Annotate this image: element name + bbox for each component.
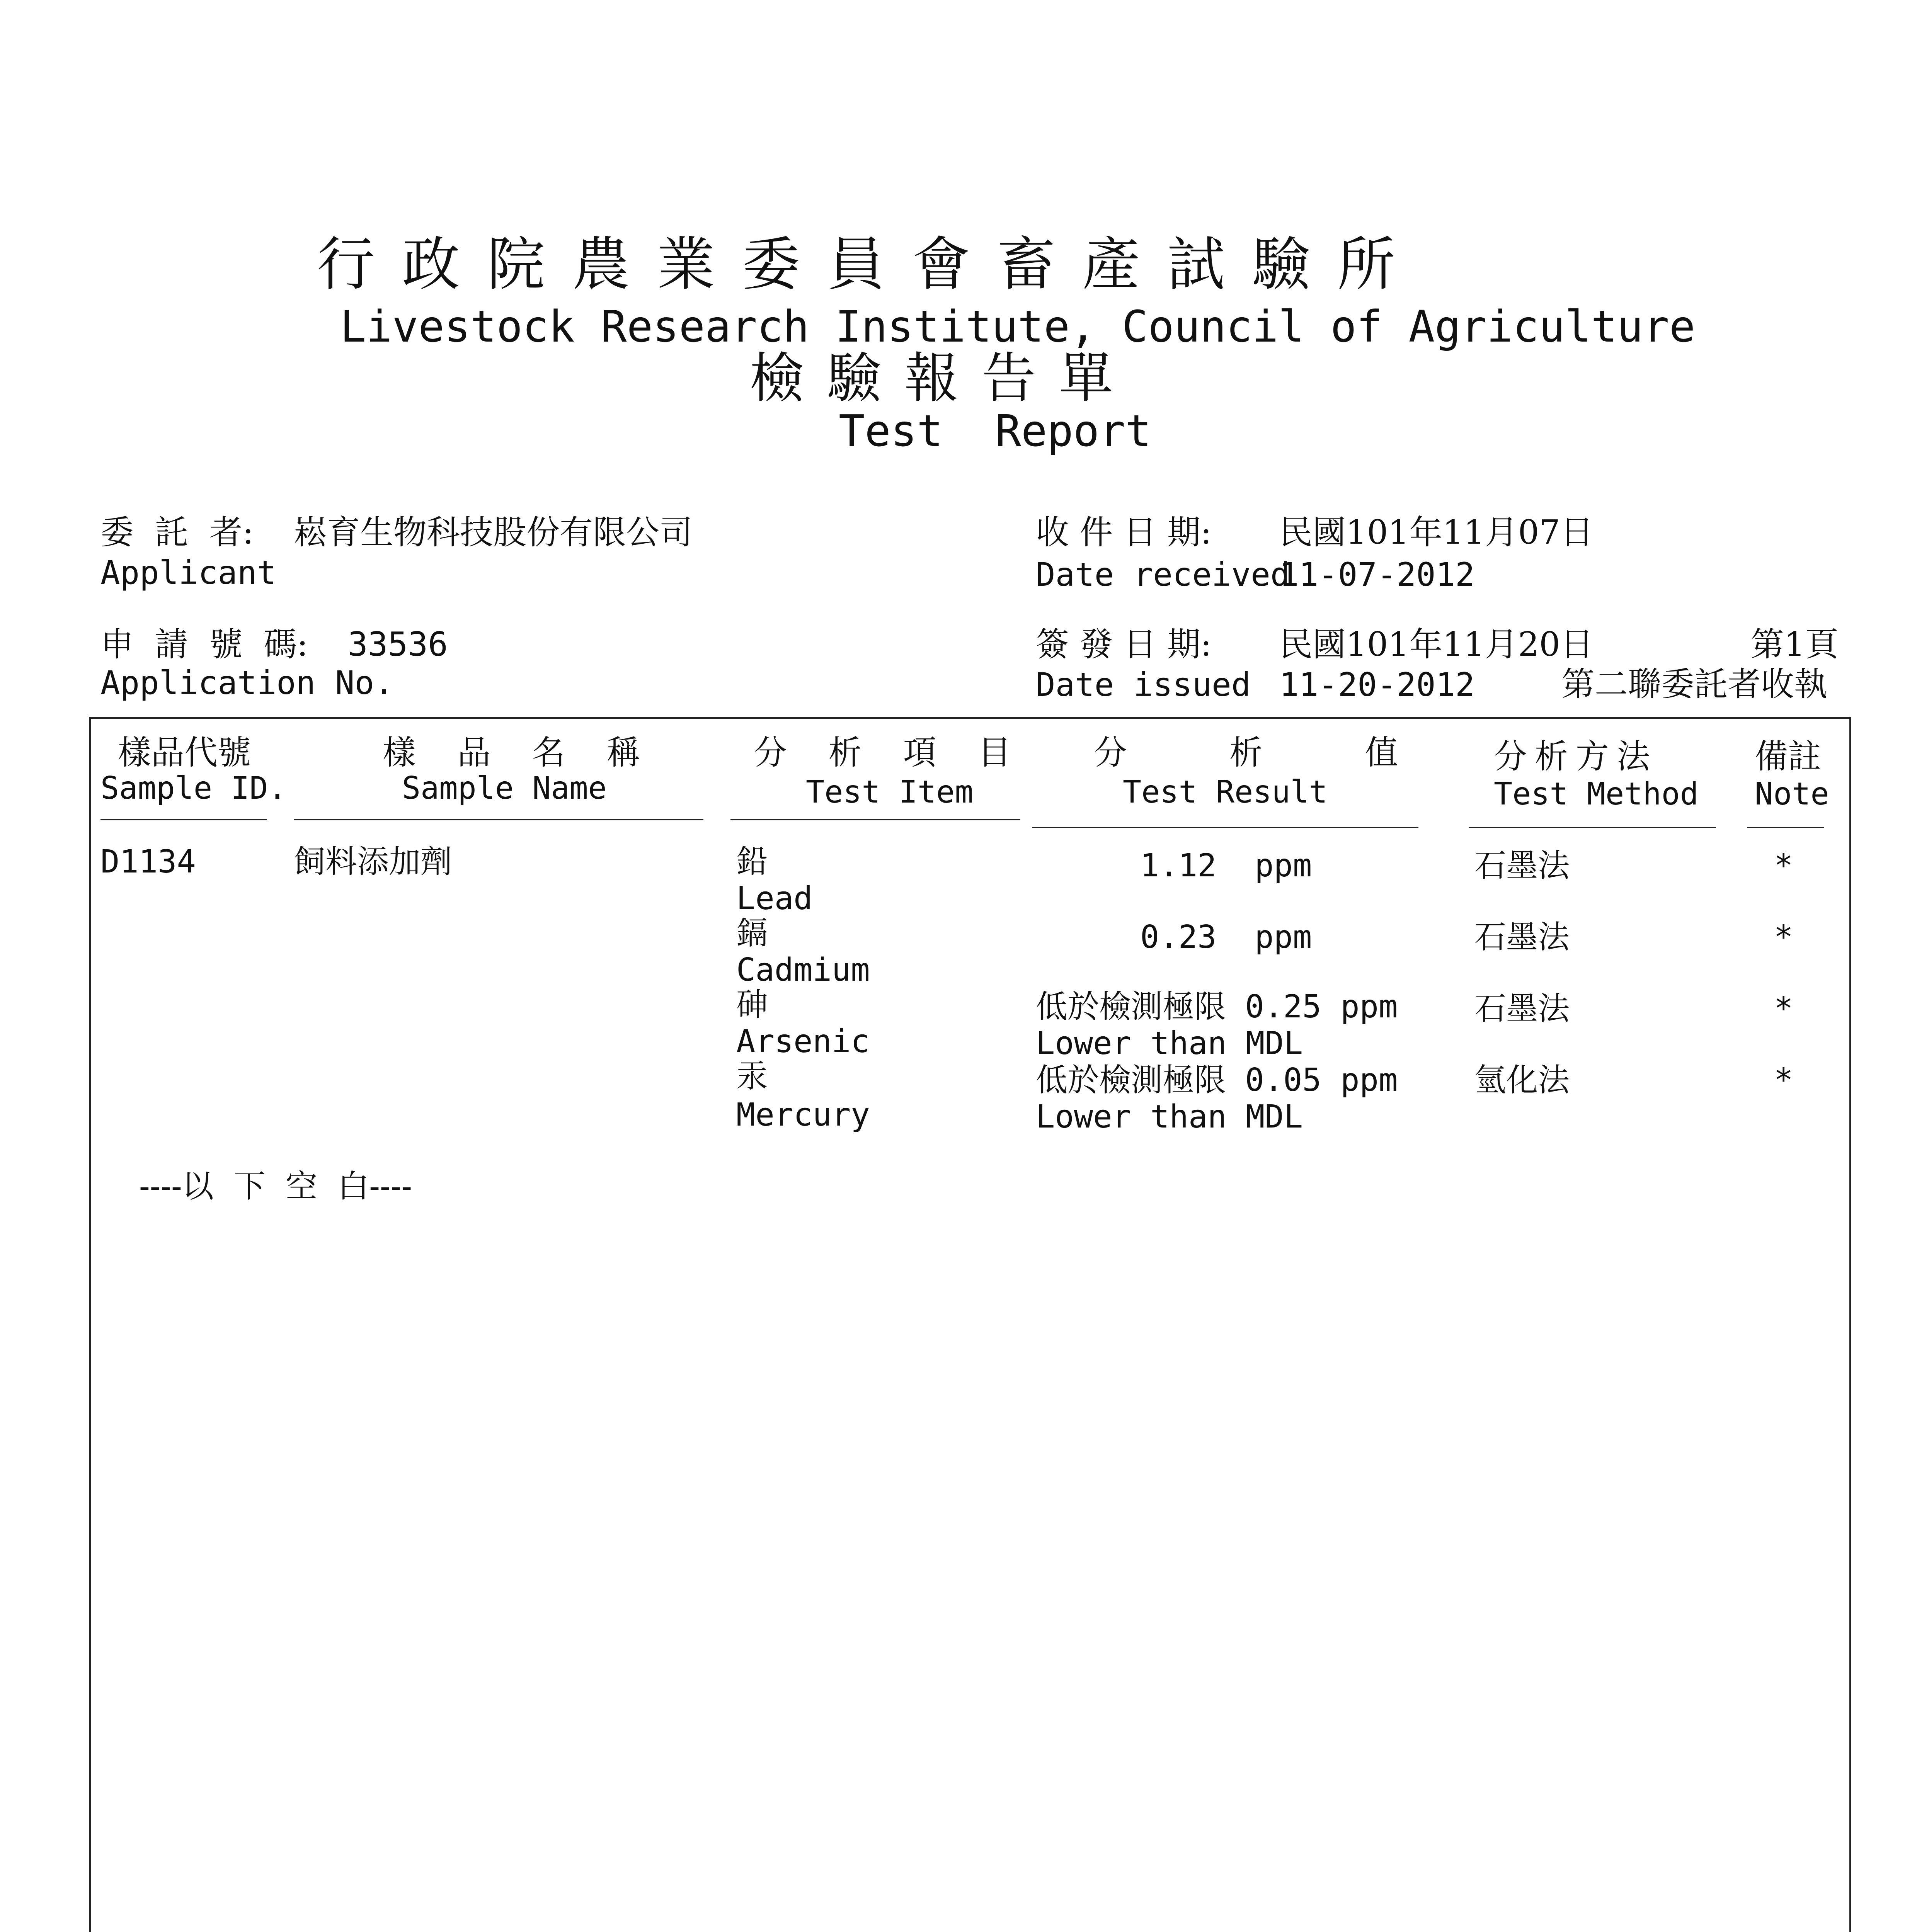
note-mark: * [1774,847,1793,884]
test-item-en: Mercury [736,1097,870,1133]
test-result: 低於檢測極限 0.25 ppm [1036,988,1398,1025]
header-underline [100,819,267,820]
institute-title-zh: 行政院農業委員會畜產試驗所 [317,231,1423,298]
institute-title-en: Livestock Research Institute, Council of Agriculture [340,302,1696,352]
date-received-label: 收 件 日 期: [1036,513,1212,552]
header-test-item-zh: 分 析 項 目 [754,733,1027,772]
test-result: 低於檢測極限 0.05 ppm [1036,1062,1398,1099]
header-test-item-en: Test Item [806,774,974,810]
test-method: 氫化法 [1474,1062,1570,1099]
header-underline [1469,827,1716,828]
test-method: 石墨法 [1474,990,1570,1027]
test-result: 1.12 ppm [1140,847,1312,884]
test-item-zh: 砷 [736,986,768,1023]
test-item-zh: 鎘 [736,915,768,952]
header-sample-id-zh: 樣品代號 [118,733,251,772]
date-issued-value-zh: 民國101年11月20日 [1279,625,1594,664]
header-underline [1747,827,1824,828]
test-item-zh: 鉛 [736,844,768,880]
applicant-value: 崧育生物科技股份有限公司 [294,513,693,552]
header-underline [294,819,703,820]
application-number-label-en: Application No. [100,664,394,702]
test-result: 0.23 ppm [1140,919,1312,956]
header-underline [1032,827,1418,828]
date-received-value-zh: 民國101年11月07日 [1279,513,1594,552]
header-test-method-en: Test Method [1494,776,1699,812]
header-test-result-en: Test Result [1123,774,1328,810]
report-title-zh: 檢驗報告單 [750,347,1137,410]
date-received-label-en: Date received [1036,556,1290,594]
date-received-value-en: 11-07-2012 [1279,556,1475,594]
header-note-zh: 備註 [1755,737,1821,776]
note-mark: * [1774,990,1793,1027]
date-issued-label: 簽 發 日 期: [1036,625,1212,664]
sample-id: D1134 [100,844,196,880]
sample-name: 飼料添加劑 [294,844,453,880]
header-test-result-zh: 分 析 值 [1094,733,1425,772]
header-test-method-zh: 分析方法 [1494,737,1658,776]
test-item-en: Arsenic [736,1023,870,1060]
blank-below-marker: ----以 下 空 白---- [139,1168,412,1205]
applicant-label: 委 託 者: [100,513,254,552]
note-mark: * [1774,1062,1793,1099]
header-note-en: Note [1755,776,1829,812]
test-item-en: Cadmium [736,952,870,988]
note-mark: * [1774,919,1793,956]
header-sample-name-en: Sample Name [402,770,607,806]
copy-note: 第二聯委託者收執 [1561,665,1827,704]
test-method: 石墨法 [1474,847,1570,884]
application-number-label: 申 請 號 碼: [100,625,308,664]
date-issued-label-en: Date issued [1036,666,1251,704]
test-result-detail: Lower than MDL [1036,1025,1303,1062]
header-sample-name-zh: 樣 品 名 稱 [383,733,656,772]
test-method: 石墨法 [1474,919,1570,956]
application-number-value: 33536 [348,625,448,664]
test-item-zh: 汞 [736,1058,768,1095]
test-item-en: Lead [736,880,813,917]
date-issued-value-en: 11-20-2012 [1279,666,1475,704]
results-table-frame [89,717,1851,1932]
applicant-label-en: Applicant [100,554,277,592]
report-title-en: Test Report [839,406,1152,456]
header-underline [730,819,1020,820]
header-sample-id-en: Sample ID. [100,770,287,806]
page-number: 第1頁 [1751,625,1839,664]
test-result-detail: Lower than MDL [1036,1099,1303,1135]
